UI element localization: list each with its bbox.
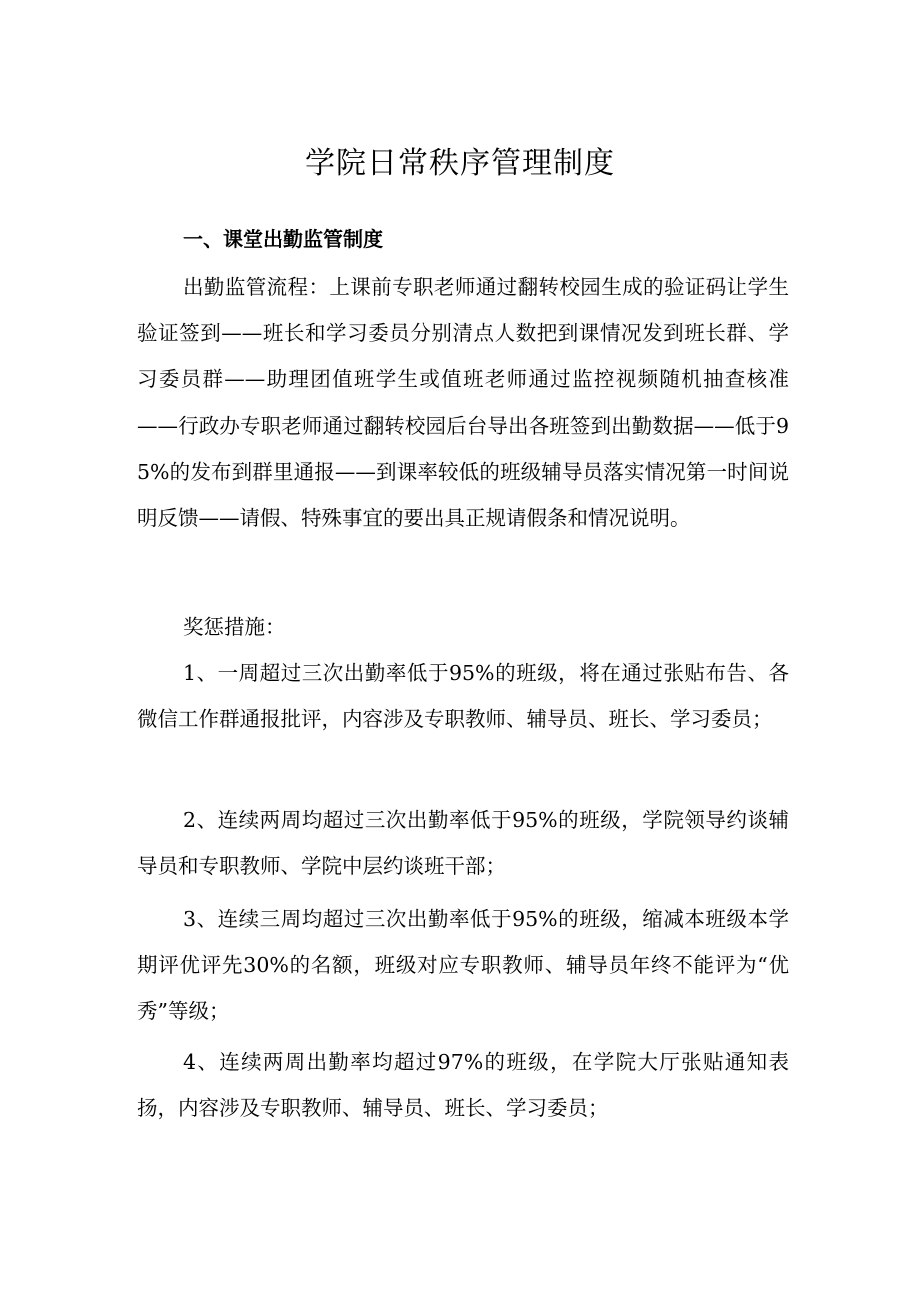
measures-label: 奖惩措施： xyxy=(183,615,286,639)
document-title: 学院日常秩序管理制度 xyxy=(305,146,615,181)
attendance-process-paragraph: 出勤监管流程：上课前专职老师通过翻转校园生成的验证码让学生验证签到——班长和学习委员分别清点人数把到课情况发到班长群、学习委员群——助理团值班学生或值班老师通过监控视频随机抽查核准——行政办专职老师通过翻转校园后台导出各班签到出勤数据——低于95%的发布到群里通报——到课率较低的班级辅导员落实情况第一时间说明反馈——请假、特殊事宜的要出具正规请假条和情况说明。 xyxy=(137,275,789,531)
measure-item-2: 2、连续两周均超过三次出勤率低于95%的班级，学院领导约谈辅导员和专职教师、学院中层约谈班干部； xyxy=(137,808,789,879)
measure-item-3: 3、连续三周均超过三次出勤率低于95%的班级，缩减本班级本学期评优评先30%的名额，班级对应专职教师、辅导员年终不能评为“优秀”等级； xyxy=(137,907,789,1024)
measure-item-4: 4、连续两周出勤率均超过97%的班级，在学院大厅张贴通知表扬，内容涉及专职教师、辅导员、班长、学习委员； xyxy=(137,1050,789,1121)
section-heading-attendance: 一、课堂出勤监管制度 xyxy=(183,227,383,251)
measure-item-1: 1、一周超过三次出勤率低于95%的班级，将在通过张贴布告、各微信工作群通报批评，内容涉及专职教师、辅导员、班长、学习委员； xyxy=(137,661,789,732)
